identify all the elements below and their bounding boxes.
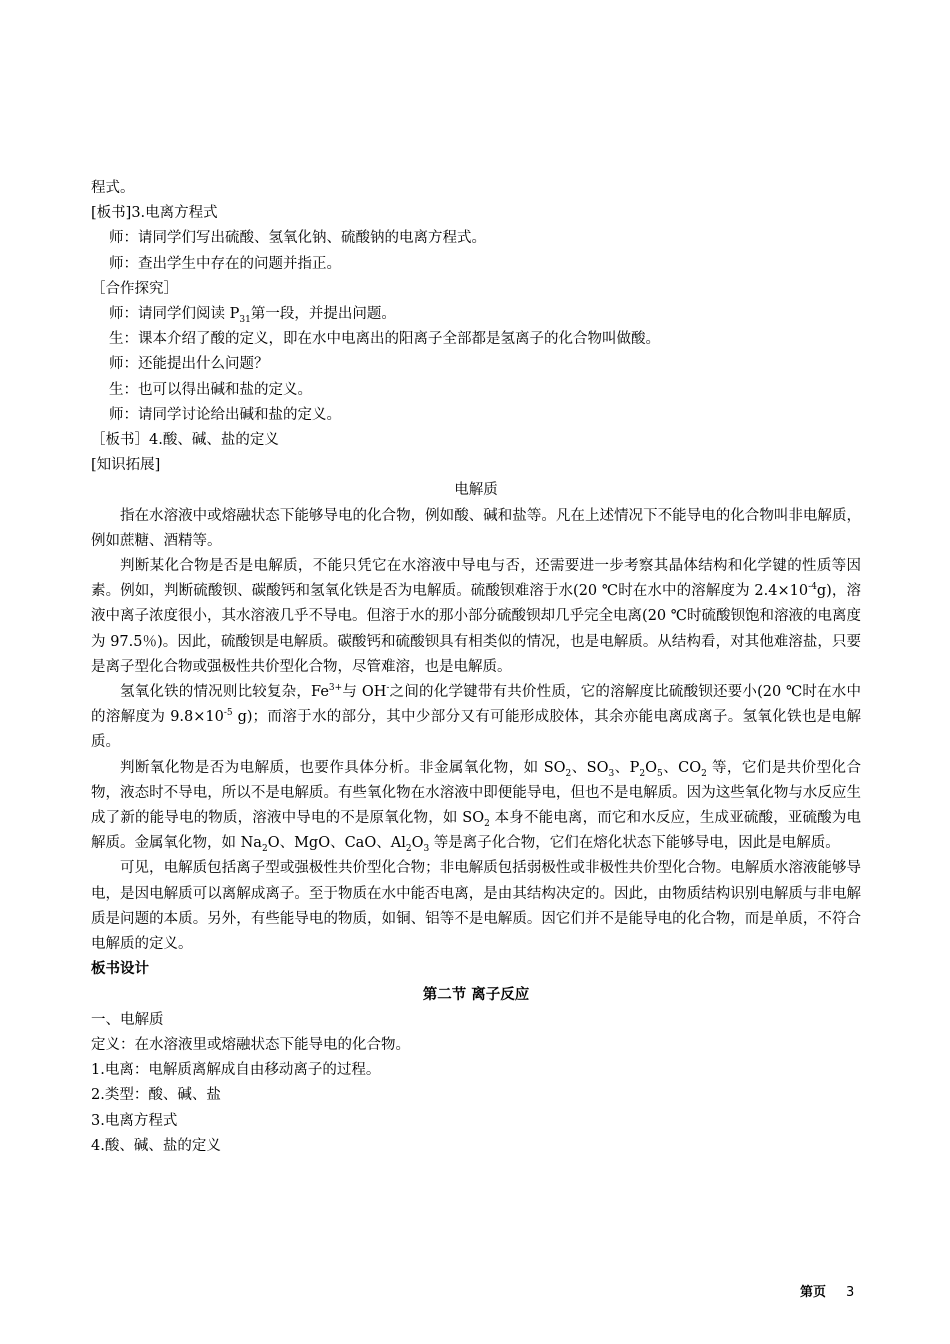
text-part: O: [411, 835, 424, 852]
subscript: 31: [239, 314, 251, 325]
subscript: 2: [701, 768, 707, 779]
teacher-line: [91, 302, 861, 327]
board-item: 定义：在水溶液里或熔融状态下能导电的化合物。: [91, 1036, 410, 1053]
text-part: 、SO: [571, 759, 609, 776]
superscript: 3+: [328, 683, 343, 694]
board-item: 3.电离方程式: [91, 1112, 178, 1129]
page-footer: [800, 1281, 854, 1300]
subscript: 2: [405, 844, 412, 855]
text-part: 判断某化合物是否是电解质，不能只凭它在水溶液中导电与否，还需要进一步考察其晶体结构和化学键的性质等因素。例如，判断硫酸钡、碳酸钙和氢氧化铁是否为电解质。硫酸钡难溶于水(20 ℃时在水中的溶解度为 2.4×10: [91, 558, 861, 600]
subscript: 2: [639, 768, 646, 779]
teacher-line: 师：查出学生中存在的问题并指正。: [109, 255, 341, 272]
subscript: 3: [608, 768, 615, 779]
page-number: 3: [846, 1285, 855, 1300]
text-part: 氢氧化铁的情况则比较复杂，Fe: [120, 684, 329, 701]
board-item: 2.类型：酸、碱、盐: [91, 1087, 221, 1104]
text-part: g)；而溶于水的部分，其中少部分又有可能形成胶体，其余亦能电离成离子。氢氧化铁也是电解质。: [91, 709, 861, 751]
subscript: 2: [565, 768, 572, 779]
teacher-line: 师：还能提出什么问题？: [109, 356, 269, 373]
section-label-cooperative: ［合作探究］: [91, 280, 178, 297]
text-part: 等是离子化合物，它们在熔化状态下能够导电，因此是电解质。: [429, 835, 840, 852]
superscript: -5: [223, 708, 233, 719]
teacher-line: 师：请同学们写出硫酸、氢氧化钠、硫酸钠的电离方程式。: [109, 230, 486, 247]
student-line: 生：课本介绍了酸的定义，即在水中电离出的阳离子全部都是氢离子的化合物叫做酸。: [109, 331, 660, 348]
article-paragraph: 指在水溶液中或熔融状态下能够导电的化合物，例如酸、碱和盐等。凡在上述情况下不能导电的化合物叫非电解质，例如蔗糖、酒精等。: [91, 507, 861, 549]
article-paragraph: [91, 554, 861, 680]
superscript: -4: [808, 582, 817, 593]
student-line: 生：也可以得出碱和盐的定义。: [109, 381, 312, 398]
board-note-3: [板书]3.电离方程式: [91, 205, 218, 222]
subscript: 5: [657, 768, 663, 779]
section-label-extension: [知识拓展]: [91, 457, 161, 474]
subscript: 2: [261, 844, 268, 855]
text-part: 、CO: [662, 759, 702, 776]
board-item: 4.酸、碱、盐的定义: [91, 1137, 221, 1154]
text-part: g)，溶液中离子浓度很小，其水溶液几乎不导电。但溶于水的那小部分硫酸钡却几乎完全电离(20 ℃时硫酸钡饱和溶液的电离度为 97.5％)。因此，硫酸钡是电解质。碳酸钙和硫酸钡具有相类似的情况，也是电解质。从结构看，对其他难溶盐，只要是离子型化合物或强极性共价型化合物，尽管难溶，也是电解质。: [91, 583, 861, 675]
text-part: 判断氧化物是否为电解质，也要作具体分析。非金属氧化物，如 SO: [120, 759, 566, 776]
text-part: O、MgO、CaO、Al: [267, 835, 406, 852]
article-paragraph: [91, 680, 861, 756]
text-part: 师：请同学们阅读 P: [109, 306, 240, 323]
text-part: 第一段，并提出问题。: [250, 306, 396, 323]
text-part: 等，它们是共价型化合物，液态时不导电，所以不是电解质。有些氧化物在水溶液中即便能导电，但也不是电解质。因为这些氧化物与水反应生成了新的能导电的物质，溶液中导电的不是原氧化物，如 SO: [91, 759, 862, 827]
footer-label: 第页: [800, 1285, 827, 1300]
board-item: 1.电离：电解质离解成自由移动离子的过程。: [91, 1062, 381, 1079]
subscript: 2: [484, 818, 490, 829]
article-paragraph: [91, 756, 861, 857]
article-title: 电解质: [454, 482, 498, 499]
subscript: 3: [423, 844, 430, 855]
text-part: 、P: [614, 759, 640, 776]
board-design-title: 第二节 离子反应: [422, 986, 530, 1003]
text-part: 与 OH: [342, 684, 387, 701]
board-note-4: ［板书］4.酸、碱、盐的定义: [91, 432, 279, 449]
teacher-line: 师：请同学讨论给出碱和盐的定义。: [109, 406, 341, 423]
page-content: [91, 176, 861, 1159]
superscript: -: [386, 683, 390, 694]
board-item: 一、电解质: [91, 1011, 164, 1028]
text-part: O: [645, 759, 658, 776]
text-part: 本身不能电离，而它和水反应，生成亚硫酸，亚硫酸为电解质。金属氧化物，如 Na: [91, 810, 861, 852]
board-design-heading: 板书设计: [91, 961, 149, 978]
article-paragraph: 可见，电解质包括离子型或强极性共价型化合物；非电解质包括弱极性或非极性共价型化合物。电解质水溶液能够导电，是因电解质可以离解成离子。至于物质在水中能否电离，是由其结构决定的。因此，由物质结构识别电解质与非电解质是问题的本质。另外，有些能导电的物质，如铜、铝等不是电解质。因它们并不是能导电的化合物，而是单质，不符合电解质的定义。: [91, 860, 861, 953]
text-part: 之间的化学键带有共价性质，它的溶解度比硫酸钡还要小(20 ℃时在水中的溶解度为 9.8×10: [91, 684, 861, 726]
text-line: 程式。: [91, 180, 135, 196]
